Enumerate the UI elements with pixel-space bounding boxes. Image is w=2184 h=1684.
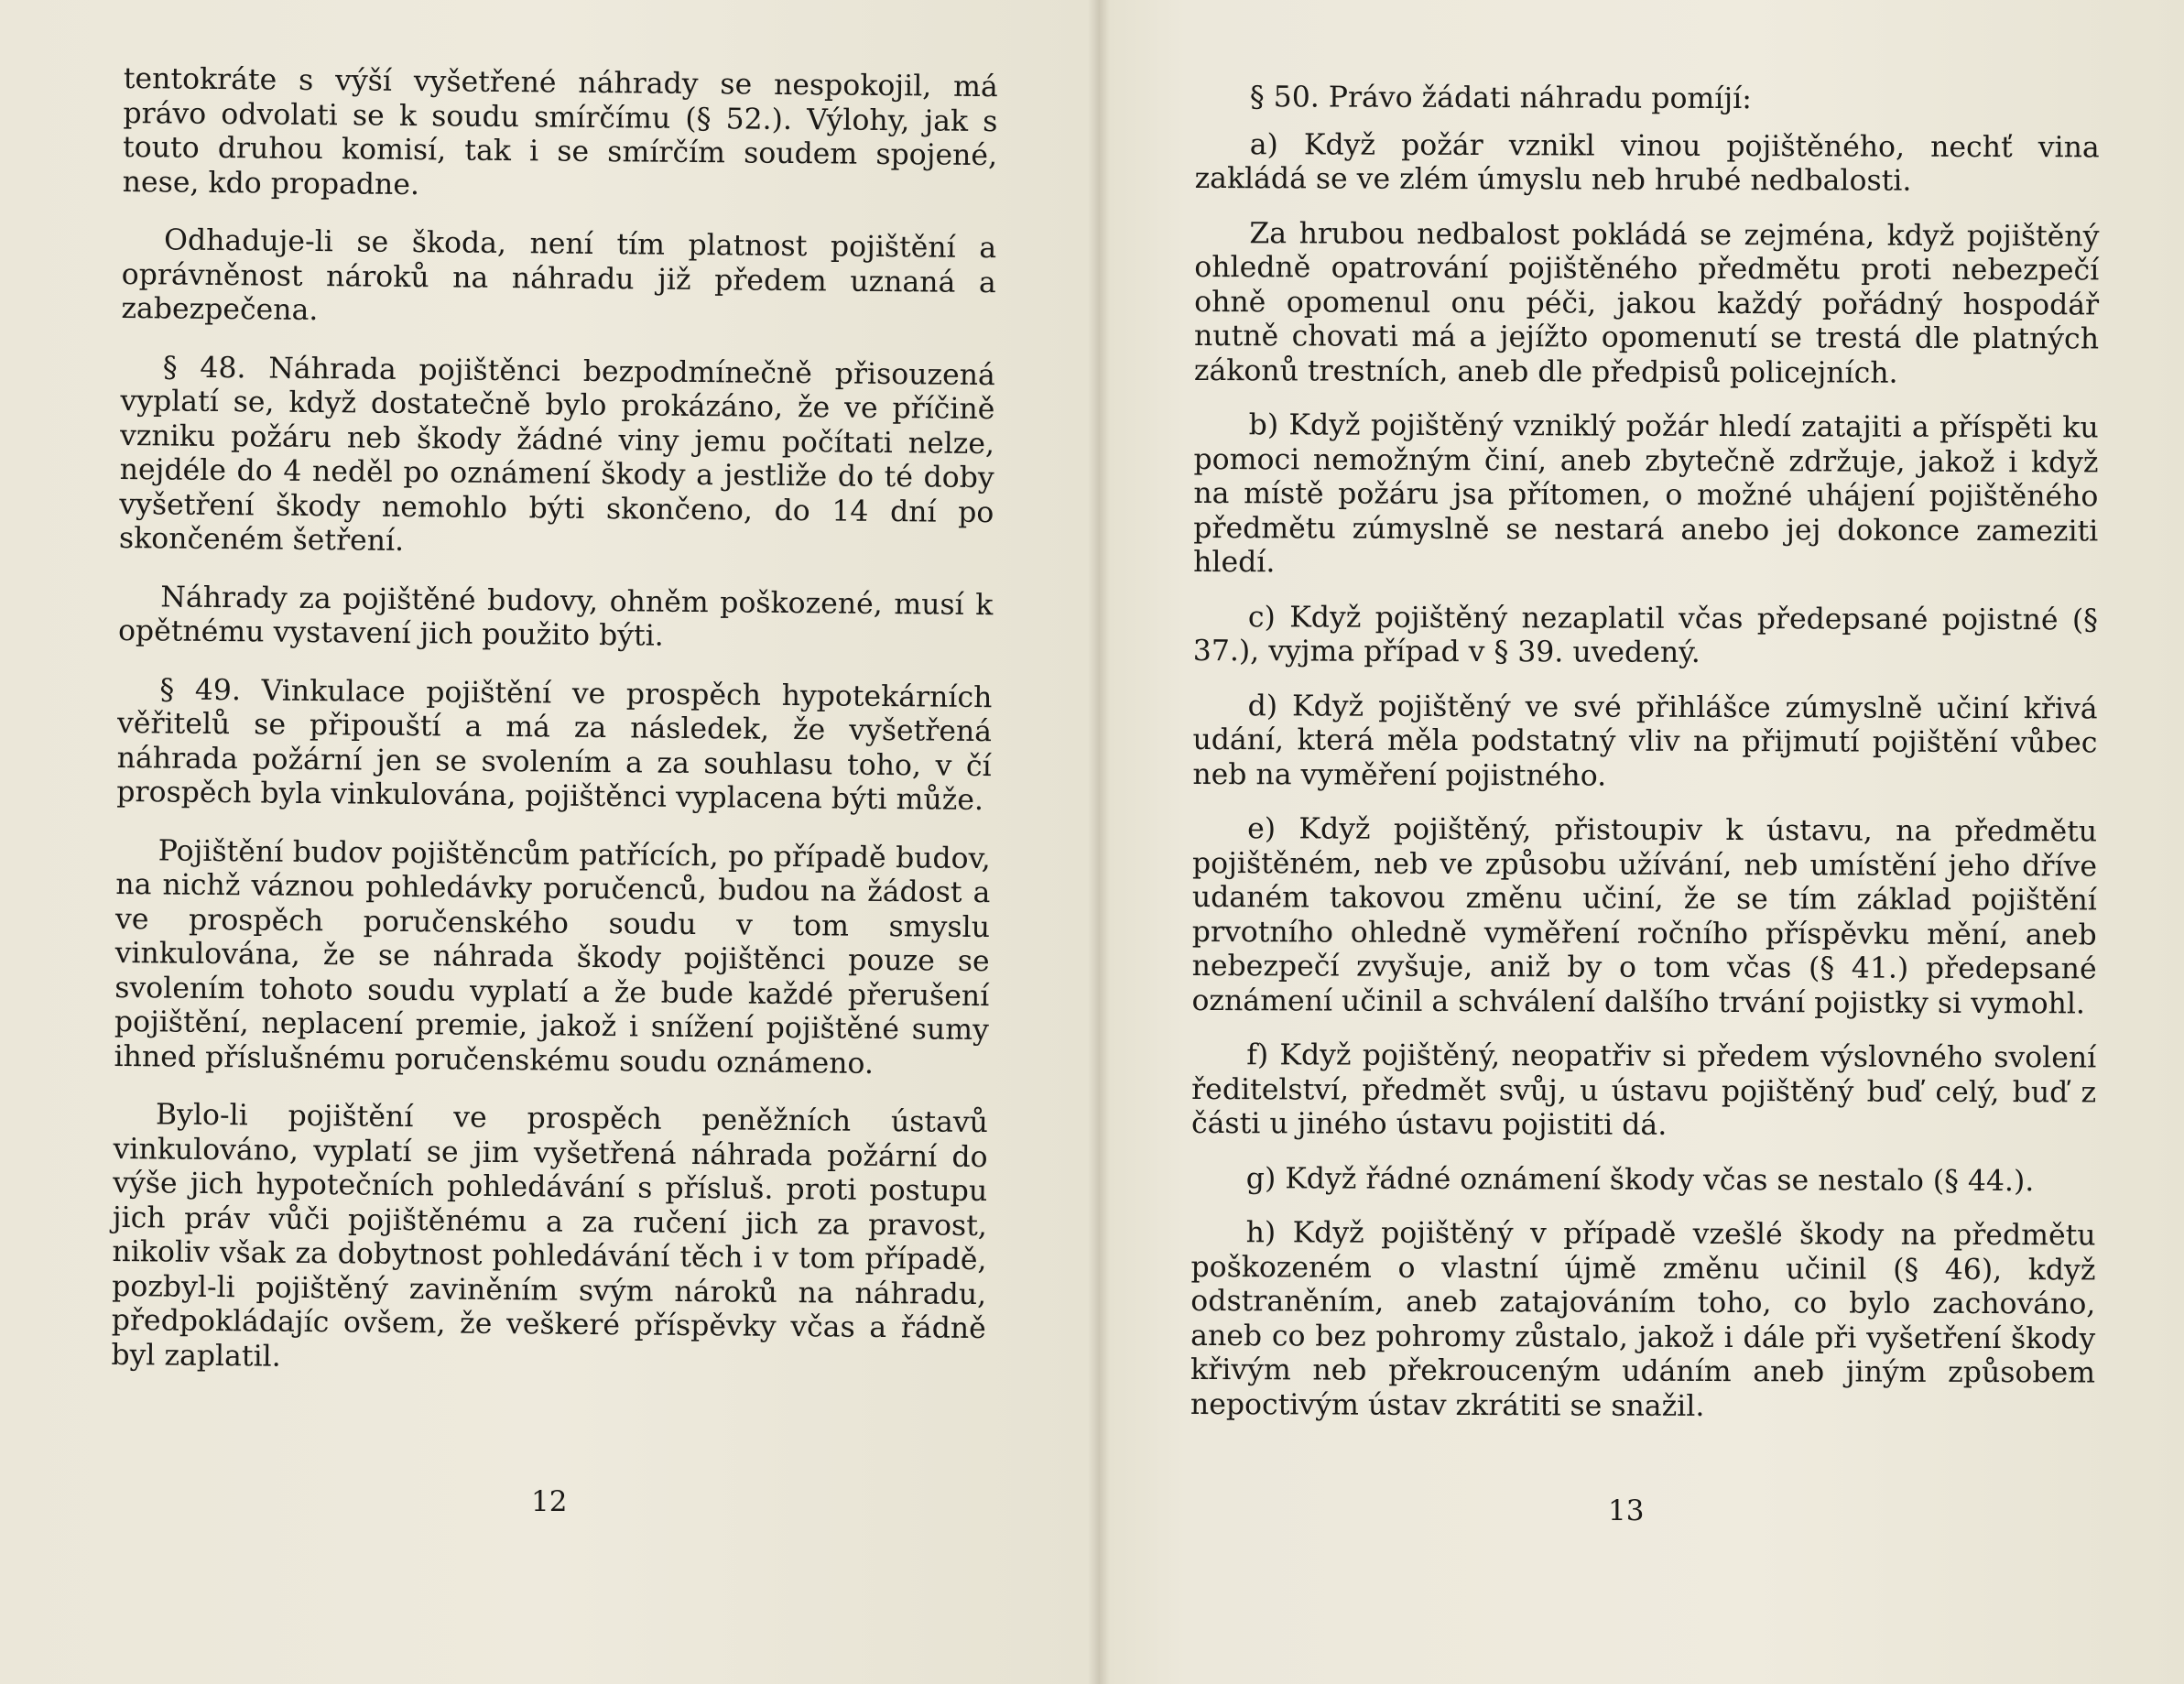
clause-a: a) Když požár vznikl vinou pojištěného, nechť vina zakládá se ve zlém úmyslu neb hrubé nedbalosti. [1194, 127, 2100, 198]
clause-g: g) Když řádné oznámení škody včas se nestalo (§ 44.). [1245, 1161, 2035, 1198]
page-number: 13 [1608, 1494, 1645, 1527]
paragraph: Pojištění budov pojištěncům patřících, po případě budov, na nichž váznou pohledávky poručenců, budou na žádost a ve prospěch poručenského soudu v tom smyslu vinkulována, že se náhrada škody pojištěnci pouze se svolením tohoto soudu vyplatí a že bude každé přerušení pojištění, neplacení premie, jakož i snížení pojištěné sumy ihned příslušnému poručenskému soudu oznámeno. [114, 833, 991, 1081]
paragraph-section-49: § 49. Vinkulace pojištění ve prospěch hypotekárních věřitelů se připouští a má za následek, že vyšetřená náhrada požární jen se svolením a za souhlasu toho, v čí prospěch byla vinkulována, pojištěnci vyplacena býti může. [116, 672, 993, 818]
section-heading: § 50. Právo žádati náhradu pomíjí: [1249, 81, 1752, 116]
clause-c: c) Když pojištěný nezaplatil včas předepsané pojistné (§ 37.), vyjma případ v § 39. uvedený. [1192, 600, 2099, 669]
clause-e: e) Když pojištěný, přistoupiv k ústavu, na předmětu pojištěném, neb ve způsobu užívání, neb umístění jeho dříve udaném takovou změnu učiní, že se tím základ pojištění prvotního ohledně vyměření ročního příspěvku mění, aneb nebezpečí zvyšuje, aniž by o tom včas (§ 41.) předepsané oznámení učinil a schválení dalšího trvání pojistky si vymohl. [1191, 812, 2098, 1020]
paragraph: Náhrady za pojištěné budovy, ohněm poškozené, musí k opětnému vystavení jich použito býti. [117, 580, 994, 653]
clause-b: b) Když pojištěný vzniklý požár hledí zatajiti a příspěti ku pomoci nemožným činí, aneb zbytečně zdržuje, jakož i když na místě požáru jsa přítomen, o možné uhájení pojištěného předmětu zúmyslně se nestará anebo jej dokonce zameziti hledí. [1193, 408, 2099, 580]
clause-f: f) Když pojištěný, neopatřiv si předem výslovného svolení ředitelství, předmět svůj, u ústavu pojištěný buď celý, buď z části u jiného ústavu pojistiti dá. [1190, 1038, 2097, 1142]
right-page [1099, 0, 2184, 1684]
paragraph: tentokráte s výší vyšetřené náhrady se nespokojil, má právo odvolati se k soudu smírčímu (§ 52.). Výlohy, jak s touto druhou komisí, tak i se smírčím soudem spojené, nese, kdo propadne. [122, 62, 998, 201]
paragraph-section-48: § 48. Náhrada pojištěnci bezpodmínečně přisouzená vyplatí se, když dostatečně bylo prokázáno, že ve příčině vzniku požáru neb škody žádné viny jemu počítati nelze, nejdéle do 4 neděl po oznámení škody a jestliže do té doby vyšetření škody nemohlo býti skončeno, do 14 dní po skončeném šetření. [118, 350, 995, 558]
right-page-text [1190, 81, 2100, 1445]
left-page-text [111, 62, 998, 1405]
paragraph: Za hrubou nedbalost pokládá se zejména, když pojištěný ohledně opatrování pojištěného předmětu proti nebezpečí ohně opomenul onu péči, jakou každý pořádný hospodář nutně chovati má a jejížto opomenutí se trestá dle platných zákonů trestních, aneb dle předpisů policejních. [1193, 216, 2100, 390]
clause-d: d) Když pojištěný ve své přihlášce zúmyslně učiní křivá udání, která měla podstatný vliv na přijmutí pojištění vůbec neb na vyměření pojistného. [1192, 689, 2098, 793]
paragraph: Bylo-li pojištění ve prospěch peněžních ústavů vinkulováno, vyplatí se jim vyšetřená náhrada požární do výše jich hypotečních pohledávání s přísluš. proti postupu jich práv vůči pojištěnému a za ručení jich za pravost, nikoliv však za dobytnost pohledávání těch i v tom případě, pozbyl-li pojištěný zaviněním svým nároků na náhradu, předpokládajíc ovšem, že veškeré příspěvky včas a řádně byl zaplatil. [111, 1098, 989, 1374]
clause-h: h) Když pojištěný v případě vzešlé škody na předmětu poškozeném o vlastní újmě změnu učinil (§ 46), když odstraněním, aneb zatajováním toho, co bylo zachováno, aneb co bez pohromy zůstalo, jakož i dále při vyšetření škody křivým neb překrouceným udáním aneb jiným způsobem nepoctivým ústav zkrátiti se snažil. [1190, 1216, 2096, 1423]
page-number: 12 [531, 1485, 568, 1518]
book-gutter [1088, 0, 1110, 1684]
paragraph: Odhaduje-li se škoda, není tím platnost pojištění a oprávněnost nároků na náhradu již předem uznaná a zabezpečena. [121, 223, 997, 328]
